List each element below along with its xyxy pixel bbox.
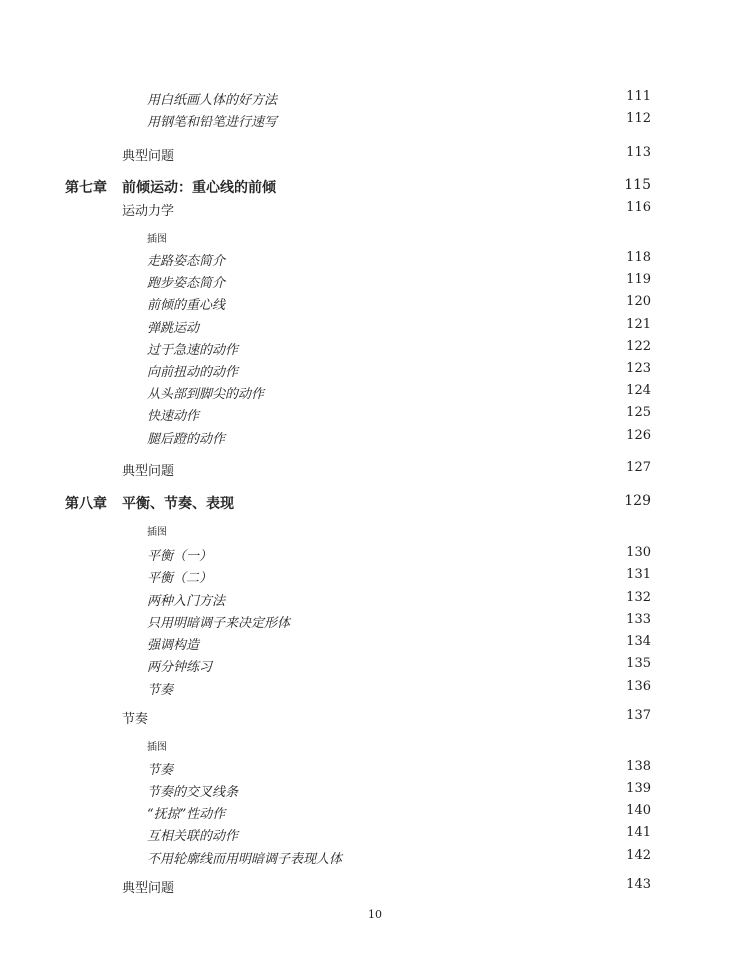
toc-item-row [0, 825, 750, 847]
toc-item-row [0, 848, 750, 870]
toc-entry-title: 节奏的交叉线条 [147, 785, 239, 800]
toc-page-number: 125 [626, 405, 651, 420]
toc-page-number: 121 [626, 317, 651, 332]
toc-item-row [0, 590, 750, 612]
toc-page-number: 123 [626, 361, 651, 376]
toc-page-number: 127 [626, 460, 651, 475]
toc-entry-title: 用钢笔和铅笔进行速写 [147, 115, 278, 130]
toc-section-row [0, 708, 750, 730]
toc-page-number: 139 [626, 781, 651, 796]
toc-item-row [0, 803, 750, 825]
toc-item-row [0, 361, 750, 383]
toc-item-row [0, 250, 750, 272]
toc-entry-title: 两分钟练习 [147, 660, 213, 675]
toc-entry-title: 插图 [147, 527, 167, 538]
toc-item-row [0, 567, 750, 589]
toc-item-row [0, 383, 750, 405]
toc-page-number: 113 [626, 145, 651, 160]
toc-entry-title: 强调构造 [147, 638, 200, 653]
toc-item-row [0, 612, 750, 634]
toc-entry-title: 向前扭动的动作 [147, 365, 239, 380]
toc-entry-title: 运动力学 [122, 204, 175, 219]
page-number-footer: 10 [368, 908, 382, 921]
toc-section-row [0, 460, 750, 482]
toc-page-number: 136 [626, 679, 651, 694]
toc-entry-title: “抚掠”性动作 [147, 807, 226, 822]
toc-entry-title: 从头部到脚尖的动作 [147, 387, 265, 402]
toc-page-number: 115 [624, 177, 651, 193]
toc-entry-title: 平衡（一） [147, 549, 213, 564]
toc-entry-title: 跑步姿态简介 [147, 276, 226, 291]
toc-item-row [0, 111, 750, 133]
toc-chapter-row [0, 493, 750, 515]
toc-label-row [0, 523, 750, 545]
toc-page-number: 129 [624, 493, 651, 509]
toc-page-number: 130 [626, 545, 651, 560]
toc-label-row [0, 738, 750, 760]
toc-entry-title: 平衡、节奏、表现 [122, 496, 234, 512]
toc-page-number: 133 [626, 612, 651, 627]
toc-entry-title: 两种入门方法 [147, 594, 226, 609]
toc-entry-title: 腿后蹬的动作 [147, 432, 226, 447]
toc-item-row [0, 759, 750, 781]
toc-page-number: 141 [626, 825, 651, 840]
toc-item-row [0, 634, 750, 656]
toc-item-row [0, 294, 750, 316]
toc-entry-title: 走路姿态简介 [147, 254, 226, 269]
toc-entry-title: 插图 [147, 742, 167, 753]
toc-entry-title: 前倾的重心线 [147, 298, 226, 313]
toc-entry-title: 快速动作 [147, 409, 200, 424]
toc-item-row [0, 679, 750, 701]
toc-item-row [0, 89, 750, 111]
toc-item-row [0, 317, 750, 339]
toc-page-number: 131 [626, 567, 651, 582]
toc-item-row [0, 781, 750, 803]
toc-entry-title: 典型问题 [122, 149, 175, 164]
toc-entry-title: 过于急速的动作 [147, 343, 239, 358]
toc-item-row [0, 405, 750, 427]
toc-entry-title: 典型问题 [122, 464, 175, 479]
toc-page-number: 120 [626, 294, 651, 309]
toc-page-number: 134 [626, 634, 651, 649]
toc-section-row [0, 200, 750, 222]
toc-page-number: 132 [626, 590, 651, 605]
toc-entry-title: 只用明暗调子来决定形体 [147, 616, 291, 631]
toc-page-number: 140 [626, 803, 651, 818]
toc-page-number: 122 [626, 339, 651, 354]
toc-page-number: 119 [626, 272, 651, 287]
toc-entry-title: 不用轮廓线而用明暗调子表现人体 [147, 852, 343, 867]
toc-chapter-row [0, 177, 750, 199]
toc-item-row [0, 545, 750, 567]
toc-entry-title: 节奏 [147, 683, 174, 698]
chapter-number: 第七章 [65, 180, 107, 196]
toc-item-row [0, 272, 750, 294]
toc-section-row [0, 877, 750, 899]
toc-page-number: 126 [626, 428, 651, 443]
toc-section-row [0, 145, 750, 167]
toc-entry-title: 前倾运动：重心线的前倾 [122, 180, 276, 196]
toc-entry-title: 典型问题 [122, 881, 175, 896]
toc-entry-title: 插图 [147, 234, 167, 245]
toc-page-number: 112 [626, 111, 651, 126]
toc-entry-title: 用白纸画人体的好方法 [147, 93, 278, 108]
toc-entry-title: 弹跳运动 [147, 321, 200, 336]
toc-item-row [0, 656, 750, 678]
toc-page-number: 142 [626, 848, 651, 863]
toc-label-row [0, 230, 750, 252]
toc-item-row [0, 428, 750, 450]
toc-page-number: 118 [626, 250, 651, 265]
toc-page-number: 137 [626, 708, 651, 723]
toc-page-number: 138 [626, 759, 651, 774]
toc-entry-title: 平衡（二） [147, 571, 213, 586]
chapter-number: 第八章 [65, 496, 107, 512]
toc-entry-title: 互相关联的动作 [147, 829, 239, 844]
toc-item-row [0, 339, 750, 361]
toc-page-number: 135 [626, 656, 651, 671]
toc-page-number: 116 [626, 200, 651, 215]
toc-entry-title: 节奏 [122, 712, 149, 727]
toc-entry-title: 节奏 [147, 763, 174, 778]
toc-page-number: 143 [626, 877, 651, 892]
toc-page-number: 111 [626, 89, 651, 104]
toc-page-number: 124 [626, 383, 651, 398]
